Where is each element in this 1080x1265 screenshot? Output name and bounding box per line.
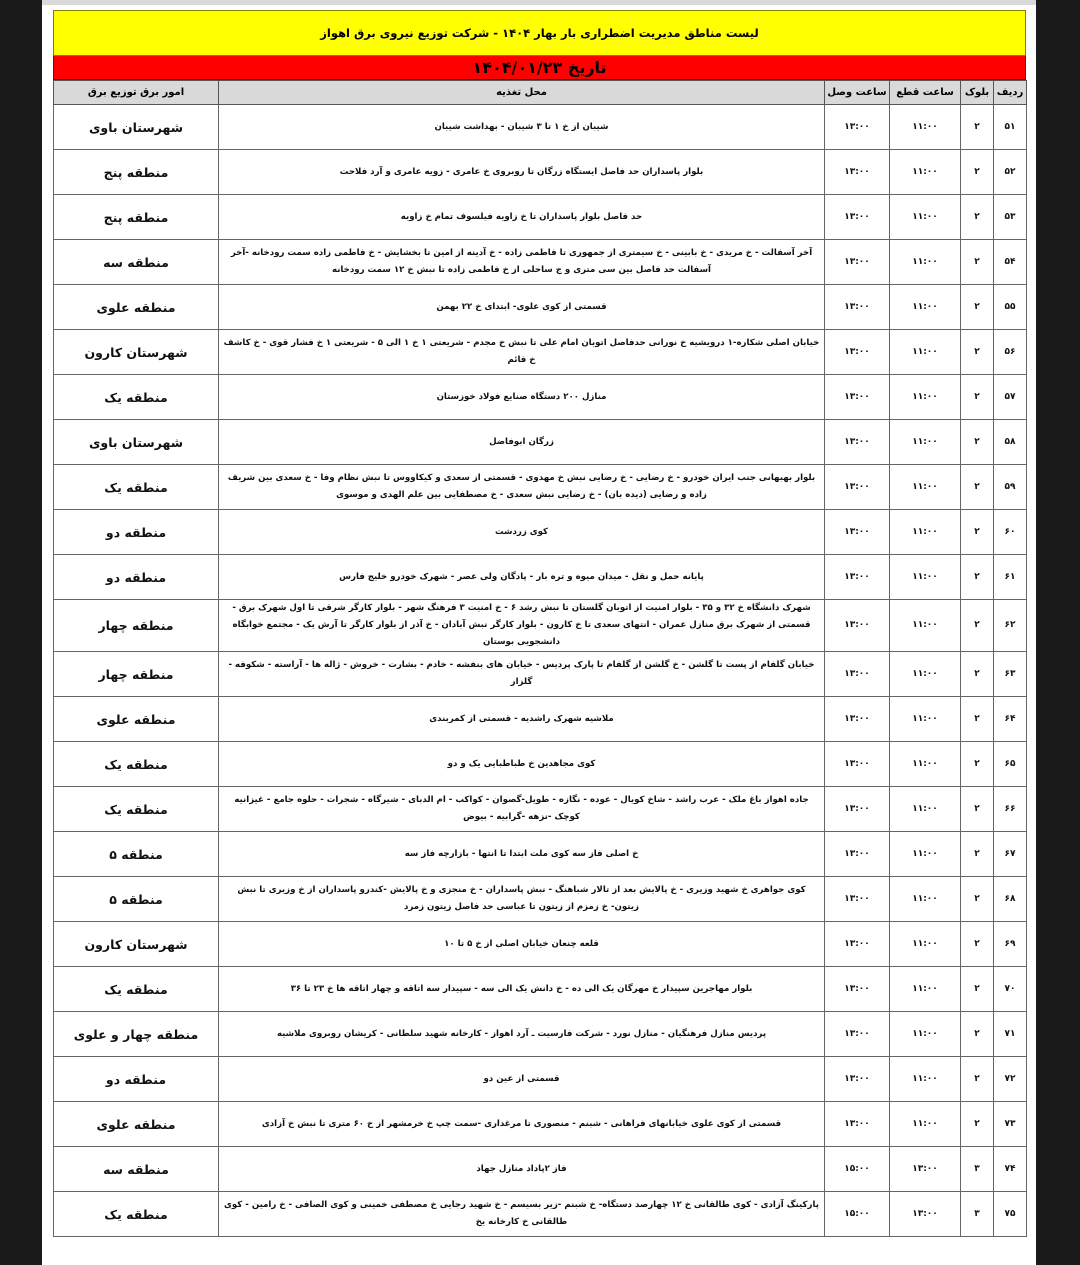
cell-cut-time: ۱۳:۰۰ — [890, 1147, 961, 1192]
cell-cut-time: ۱۱:۰۰ — [890, 240, 961, 285]
cell-region: منطقه علوی — [54, 697, 219, 742]
cell-block: ۲ — [961, 1012, 994, 1057]
cell-location: خیابان اصلی شکاره-۱ درویشیه خ نورانی حدفاصل اتوبان امام علی تا نبش خ مجدم - شریعتی ۱ خ ۱ الی ۵ - شریعتی ۱ خ فشار قوی - خ کاشف خ قائم — [219, 330, 825, 375]
table-row — [54, 510, 1027, 555]
cell-region: شهرستان کارون — [54, 330, 219, 375]
cell-connect-time: ۱۳:۰۰ — [825, 375, 890, 420]
cell-location: قسمتی از کوی علوی خیابانهای فراهانی - شبنم - منصوری تا مرغداری -سمت چپ خ خرمشهر از خ ۶۰ متری تا نبش خ آزادی — [219, 1102, 825, 1147]
cell-region: منطقه سه — [54, 240, 219, 285]
table-row — [54, 697, 1027, 742]
cell-connect-time: ۱۳:۰۰ — [825, 787, 890, 832]
cell-row-number: ۵۸ — [994, 420, 1027, 465]
cell-region: منطقه یک — [54, 1192, 219, 1237]
cell-cut-time: ۱۱:۰۰ — [890, 1102, 961, 1147]
header-row-number: ردیف — [994, 81, 1027, 105]
header-connect-time: ساعت وصل — [825, 81, 890, 105]
cell-region: شهرستان کارون — [54, 922, 219, 967]
cell-region: منطقه دو — [54, 555, 219, 600]
cell-block: ۲ — [961, 600, 994, 652]
cell-connect-time: ۱۳:۰۰ — [825, 465, 890, 510]
cell-block: ۲ — [961, 877, 994, 922]
cell-location: ملاشیه شهرک راشدیه - قسمتی از کمربندی — [219, 697, 825, 742]
cell-location: شیبان از خ ۱ تا ۳ شیبان - بهداشت شیبان — [219, 105, 825, 150]
cell-region: منطقه یک — [54, 375, 219, 420]
cell-region: منطقه یک — [54, 967, 219, 1012]
cell-connect-time: ۱۵:۰۰ — [825, 1147, 890, 1192]
cell-location: کوی مجاهدین خ طباطبایی یک و دو — [219, 742, 825, 787]
cell-region: منطقه یک — [54, 787, 219, 832]
table-row — [54, 150, 1027, 195]
cell-location: زرگان ابوفاضل — [219, 420, 825, 465]
cell-row-number: ۵۹ — [994, 465, 1027, 510]
cell-location: جاده اهواز باغ ملک - عرب راشد - شاخ کویال - عوده - نگازه - طویل-گصوان - کواکب - ام الدبای - شیرگاه - شجرات - حلوه جامع - غیزانیه کوچک -نزهه -گرابیه - بیوض — [219, 787, 825, 832]
cell-connect-time: ۱۳:۰۰ — [825, 742, 890, 787]
cell-connect-time: ۱۳:۰۰ — [825, 420, 890, 465]
cell-connect-time: ۱۳:۰۰ — [825, 555, 890, 600]
cell-cut-time: ۱۱:۰۰ — [890, 375, 961, 420]
cell-row-number: ۷۰ — [994, 967, 1027, 1012]
cell-row-number: ۶۱ — [994, 555, 1027, 600]
document-title: لیست مناطق مدیریت اضطراری بار بهار ۱۴۰۴ - شرکت توزیع نیروی برق اهواز — [53, 10, 1026, 56]
cell-region: منطقه ۵ — [54, 832, 219, 877]
cell-row-number: ۵۲ — [994, 150, 1027, 195]
cell-location: منازل ۲۰۰ دستگاه صنایع فولاد خوزستان — [219, 375, 825, 420]
cell-location: بلوار بهبهانی جنب ایران خودرو - خ رضایی - خ رضایی نبش خ مهدوی - قسمتی از سعدی و کیکاووس تا نبش نظام وفا - خ سعدی بین شریف زاده و رضایی (دیده بان) - خ رضایی نبش سعدی - خ مصطفایی بین علم الهدی و موسوی — [219, 465, 825, 510]
cell-block: ۲ — [961, 555, 994, 600]
cell-block: ۲ — [961, 420, 994, 465]
cell-row-number: ۶۰ — [994, 510, 1027, 555]
cell-connect-time: ۱۳:۰۰ — [825, 697, 890, 742]
cell-row-number: ۶۵ — [994, 742, 1027, 787]
cell-row-number: ۶۲ — [994, 600, 1027, 652]
cell-location: آخر آسفالت - خ مریدی - خ بابینی - خ سیمتری از جمهوری تا فاطمی زاده - خ آدینه از امین تا بخشایش - خ فاطمی زاده سمت رودخانه -آخر آسفالت حد فاصل بین سی متری و ج ساحلی از خ فاطمی زاده تا نبش خ ۱۲ سمت رودخانه — [219, 240, 825, 285]
cell-block: ۲ — [961, 1057, 994, 1102]
cell-row-number: ۵۱ — [994, 105, 1027, 150]
table-row — [54, 652, 1027, 697]
cell-location: پارکینگ آزادی - کوی طالقانی خ ۱۲ چهارصد دستگاه- خ شبنم -زیر بسیسم - خ شهید رجایی خ مصطفی خمینی و کوی الصافی - خ رامین - کوی طالقانی خ کارخانه یخ — [219, 1192, 825, 1237]
cell-location: کوی زردشت — [219, 510, 825, 555]
cell-region: منطقه ۵ — [54, 877, 219, 922]
cell-block: ۲ — [961, 510, 994, 555]
table-row — [54, 832, 1027, 877]
table-row — [54, 105, 1027, 150]
cell-row-number: ۵۳ — [994, 195, 1027, 240]
cell-row-number: ۶۸ — [994, 877, 1027, 922]
cell-region: منطقه سه — [54, 1147, 219, 1192]
table-header-row — [54, 81, 1027, 105]
cell-connect-time: ۱۳:۰۰ — [825, 967, 890, 1012]
cell-connect-time: ۱۳:۰۰ — [825, 105, 890, 150]
document-sheet — [42, 0, 1036, 1265]
cell-cut-time: ۱۱:۰۰ — [890, 832, 961, 877]
cell-connect-time: ۱۳:۰۰ — [825, 1102, 890, 1147]
table-row — [54, 1147, 1027, 1192]
cell-cut-time: ۱۱:۰۰ — [890, 877, 961, 922]
cell-cut-time: ۱۱:۰۰ — [890, 742, 961, 787]
table-row — [54, 330, 1027, 375]
table-row — [54, 555, 1027, 600]
cell-location: خیابان گلفام از پست تا گلشن - خ گلشن از گلفام تا پارک پردیس - خیابان های بنفشه - خادم - بشارت - خروش - ژاله ها - آراسته - شکوفه - گلزار — [219, 652, 825, 697]
cell-row-number: ۷۵ — [994, 1192, 1027, 1237]
cell-row-number: ۶۴ — [994, 697, 1027, 742]
cell-location: قلعه چنعان خیابان اصلی از خ ۵ تا ۱۰ — [219, 922, 825, 967]
cell-cut-time: ۱۱:۰۰ — [890, 195, 961, 240]
cell-location: قسمتی از عین دو — [219, 1057, 825, 1102]
cell-location: بلوار پاسداران حد فاصل ایستگاه زرگان تا روبروی خ عامری - زویه عامری و آرد فلاحت — [219, 150, 825, 195]
cell-region: منطقه دو — [54, 1057, 219, 1102]
table-row — [54, 1012, 1027, 1057]
cell-connect-time: ۱۳:۰۰ — [825, 600, 890, 652]
cell-block: ۲ — [961, 787, 994, 832]
table-row — [54, 465, 1027, 510]
cell-connect-time: ۱۳:۰۰ — [825, 1012, 890, 1057]
cell-cut-time: ۱۱:۰۰ — [890, 600, 961, 652]
cell-connect-time: ۱۳:۰۰ — [825, 195, 890, 240]
cell-location: پردیس منازل فرهنگیان - منازل نورد - شرکت فارسیت ـ آرد اهواز - کارخانه شهید سلطانی - کریشان روبروی ملاشیه — [219, 1012, 825, 1057]
table-row — [54, 1192, 1027, 1237]
cell-block: ۲ — [961, 105, 994, 150]
cell-connect-time: ۱۳:۰۰ — [825, 877, 890, 922]
cell-connect-time: ۱۳:۰۰ — [825, 240, 890, 285]
table-row — [54, 877, 1027, 922]
header-location: محل تغذیه — [219, 81, 825, 105]
cell-region: شهرستان باوی — [54, 105, 219, 150]
cell-block: ۲ — [961, 1102, 994, 1147]
cell-cut-time: ۱۱:۰۰ — [890, 697, 961, 742]
cell-block: ۲ — [961, 742, 994, 787]
cell-cut-time: ۱۱:۰۰ — [890, 1057, 961, 1102]
table-row — [54, 600, 1027, 652]
cell-location: کوی جواهری خ شهید وزیری - خ پالایش بعد از تالار شباهنگ - نبش پاسداران - خ منجزی و خ پالایش -کندرو پاسداران از خ وزیری تا نبش زیتون- خ زمزم از زیتون تا عباسی حد فاصل زیتون زمرد — [219, 877, 825, 922]
table-row — [54, 420, 1027, 465]
table-row — [54, 1102, 1027, 1147]
cell-row-number: ۵۵ — [994, 285, 1027, 330]
table-row — [54, 922, 1027, 967]
cell-cut-time: ۱۳:۰۰ — [890, 1192, 961, 1237]
table-row — [54, 375, 1027, 420]
cell-cut-time: ۱۱:۰۰ — [890, 922, 961, 967]
cell-row-number: ۷۴ — [994, 1147, 1027, 1192]
cell-region: منطقه چهار و علوی — [54, 1012, 219, 1057]
cell-region: منطقه پنج — [54, 195, 219, 240]
cell-cut-time: ۱۱:۰۰ — [890, 285, 961, 330]
cell-row-number: ۶۳ — [994, 652, 1027, 697]
sheet-top-edge — [42, 0, 1036, 5]
table-body — [54, 105, 1027, 1237]
cell-location: بلوار مهاجرین سپیدار خ مهرگان یک الی ده - خ دانش یک الی سه - سپیدار سه اتاقه و چهار اتاقه ها خ ۲۳ تا ۳۶ — [219, 967, 825, 1012]
cell-region: شهرستان باوی — [54, 420, 219, 465]
table-row — [54, 195, 1027, 240]
table-row — [54, 967, 1027, 1012]
cell-connect-time: ۱۵:۰۰ — [825, 1192, 890, 1237]
table-row — [54, 285, 1027, 330]
cell-region: منطقه دو — [54, 510, 219, 555]
cell-cut-time: ۱۱:۰۰ — [890, 420, 961, 465]
cell-location: حد فاصل بلوار پاسداران تا خ زاویه فیلسوف تمام خ زاویه — [219, 195, 825, 240]
header-block: بلوک — [961, 81, 994, 105]
cell-block: ۳ — [961, 1192, 994, 1237]
cell-cut-time: ۱۱:۰۰ — [890, 652, 961, 697]
cell-cut-time: ۱۱:۰۰ — [890, 330, 961, 375]
cell-cut-time: ۱۱:۰۰ — [890, 787, 961, 832]
cell-row-number: ۵۶ — [994, 330, 1027, 375]
cell-block: ۲ — [961, 922, 994, 967]
table-row — [54, 787, 1027, 832]
table-row — [54, 742, 1027, 787]
cell-block: ۲ — [961, 967, 994, 1012]
cell-block: ۲ — [961, 195, 994, 240]
cell-block: ۲ — [961, 832, 994, 877]
cell-region: منطقه یک — [54, 465, 219, 510]
cell-cut-time: ۱۱:۰۰ — [890, 105, 961, 150]
cell-connect-time: ۱۳:۰۰ — [825, 285, 890, 330]
cell-connect-time: ۱۳:۰۰ — [825, 832, 890, 877]
cell-row-number: ۶۶ — [994, 787, 1027, 832]
date-banner: تاریخ ۱۴۰۴/۰۱/۲۳ — [53, 56, 1026, 80]
cell-block: ۳ — [961, 1147, 994, 1192]
cell-cut-time: ۱۱:۰۰ — [890, 967, 961, 1012]
cell-block: ۲ — [961, 240, 994, 285]
cell-region: منطقه چهار — [54, 600, 219, 652]
cell-row-number: ۶۷ — [994, 832, 1027, 877]
cell-location: قسمتی از کوی علوی- ابتدای خ ۲۲ بهمن — [219, 285, 825, 330]
header-cut-time: ساعت قطع — [890, 81, 961, 105]
cell-cut-time: ۱۱:۰۰ — [890, 150, 961, 195]
cell-block: ۲ — [961, 465, 994, 510]
cell-cut-time: ۱۱:۰۰ — [890, 465, 961, 510]
cell-block: ۲ — [961, 150, 994, 195]
cell-connect-time: ۱۳:۰۰ — [825, 150, 890, 195]
outage-schedule-table — [53, 80, 1027, 1237]
cell-block: ۲ — [961, 330, 994, 375]
cell-block: ۲ — [961, 652, 994, 697]
table-row — [54, 1057, 1027, 1102]
cell-row-number: ۵۷ — [994, 375, 1027, 420]
cell-block: ۲ — [961, 697, 994, 742]
cell-region: منطقه علوی — [54, 285, 219, 330]
cell-row-number: ۵۴ — [994, 240, 1027, 285]
cell-connect-time: ۱۳:۰۰ — [825, 510, 890, 555]
cell-region: منطقه پنج — [54, 150, 219, 195]
cell-row-number: ۷۱ — [994, 1012, 1027, 1057]
table-row — [54, 240, 1027, 285]
cell-cut-time: ۱۱:۰۰ — [890, 510, 961, 555]
cell-location: پایانه حمل و نقل - میدان میوه و تره بار - پادگان ولی عصر - شهرک خودرو خلیج فارس — [219, 555, 825, 600]
cell-region: منطقه چهار — [54, 652, 219, 697]
cell-connect-time: ۱۳:۰۰ — [825, 330, 890, 375]
cell-connect-time: ۱۳:۰۰ — [825, 652, 890, 697]
cell-connect-time: ۱۳:۰۰ — [825, 922, 890, 967]
cell-row-number: ۷۲ — [994, 1057, 1027, 1102]
cell-row-number: ۷۳ — [994, 1102, 1027, 1147]
cell-connect-time: ۱۳:۰۰ — [825, 1057, 890, 1102]
cell-block: ۲ — [961, 285, 994, 330]
cell-cut-time: ۱۱:۰۰ — [890, 1012, 961, 1057]
header-region: امور برق توزیع برق — [54, 81, 219, 105]
cell-row-number: ۶۹ — [994, 922, 1027, 967]
cell-region: منطقه علوی — [54, 1102, 219, 1147]
cell-location: خ اصلی فاز سه کوی ملت ابتدا تا انتها - بازارچه فاز سه — [219, 832, 825, 877]
cell-cut-time: ۱۱:۰۰ — [890, 555, 961, 600]
cell-region: منطقه یک — [54, 742, 219, 787]
cell-block: ۲ — [961, 375, 994, 420]
cell-location: فاز ۲پاداد منازل جهاد — [219, 1147, 825, 1192]
cell-location: شهرک دانشگاه خ ۳۲ و ۳۵ - بلوار امنیت از اتوبان گلستان تا نبش رشد ۶ - خ امنیت ۳ فرهنگ شهر - بلوار کارگر شرقی تا اول شهرک برق - قسمتی از شهرک برق منازل عمران - انتهای سعدی تا خ کارون - بلوار کارگر نبش آبادان - خ آذر از بلوار کارگر تا آرش یک - مجتمع خوابگاه دانشجویی بوستان — [219, 600, 825, 652]
